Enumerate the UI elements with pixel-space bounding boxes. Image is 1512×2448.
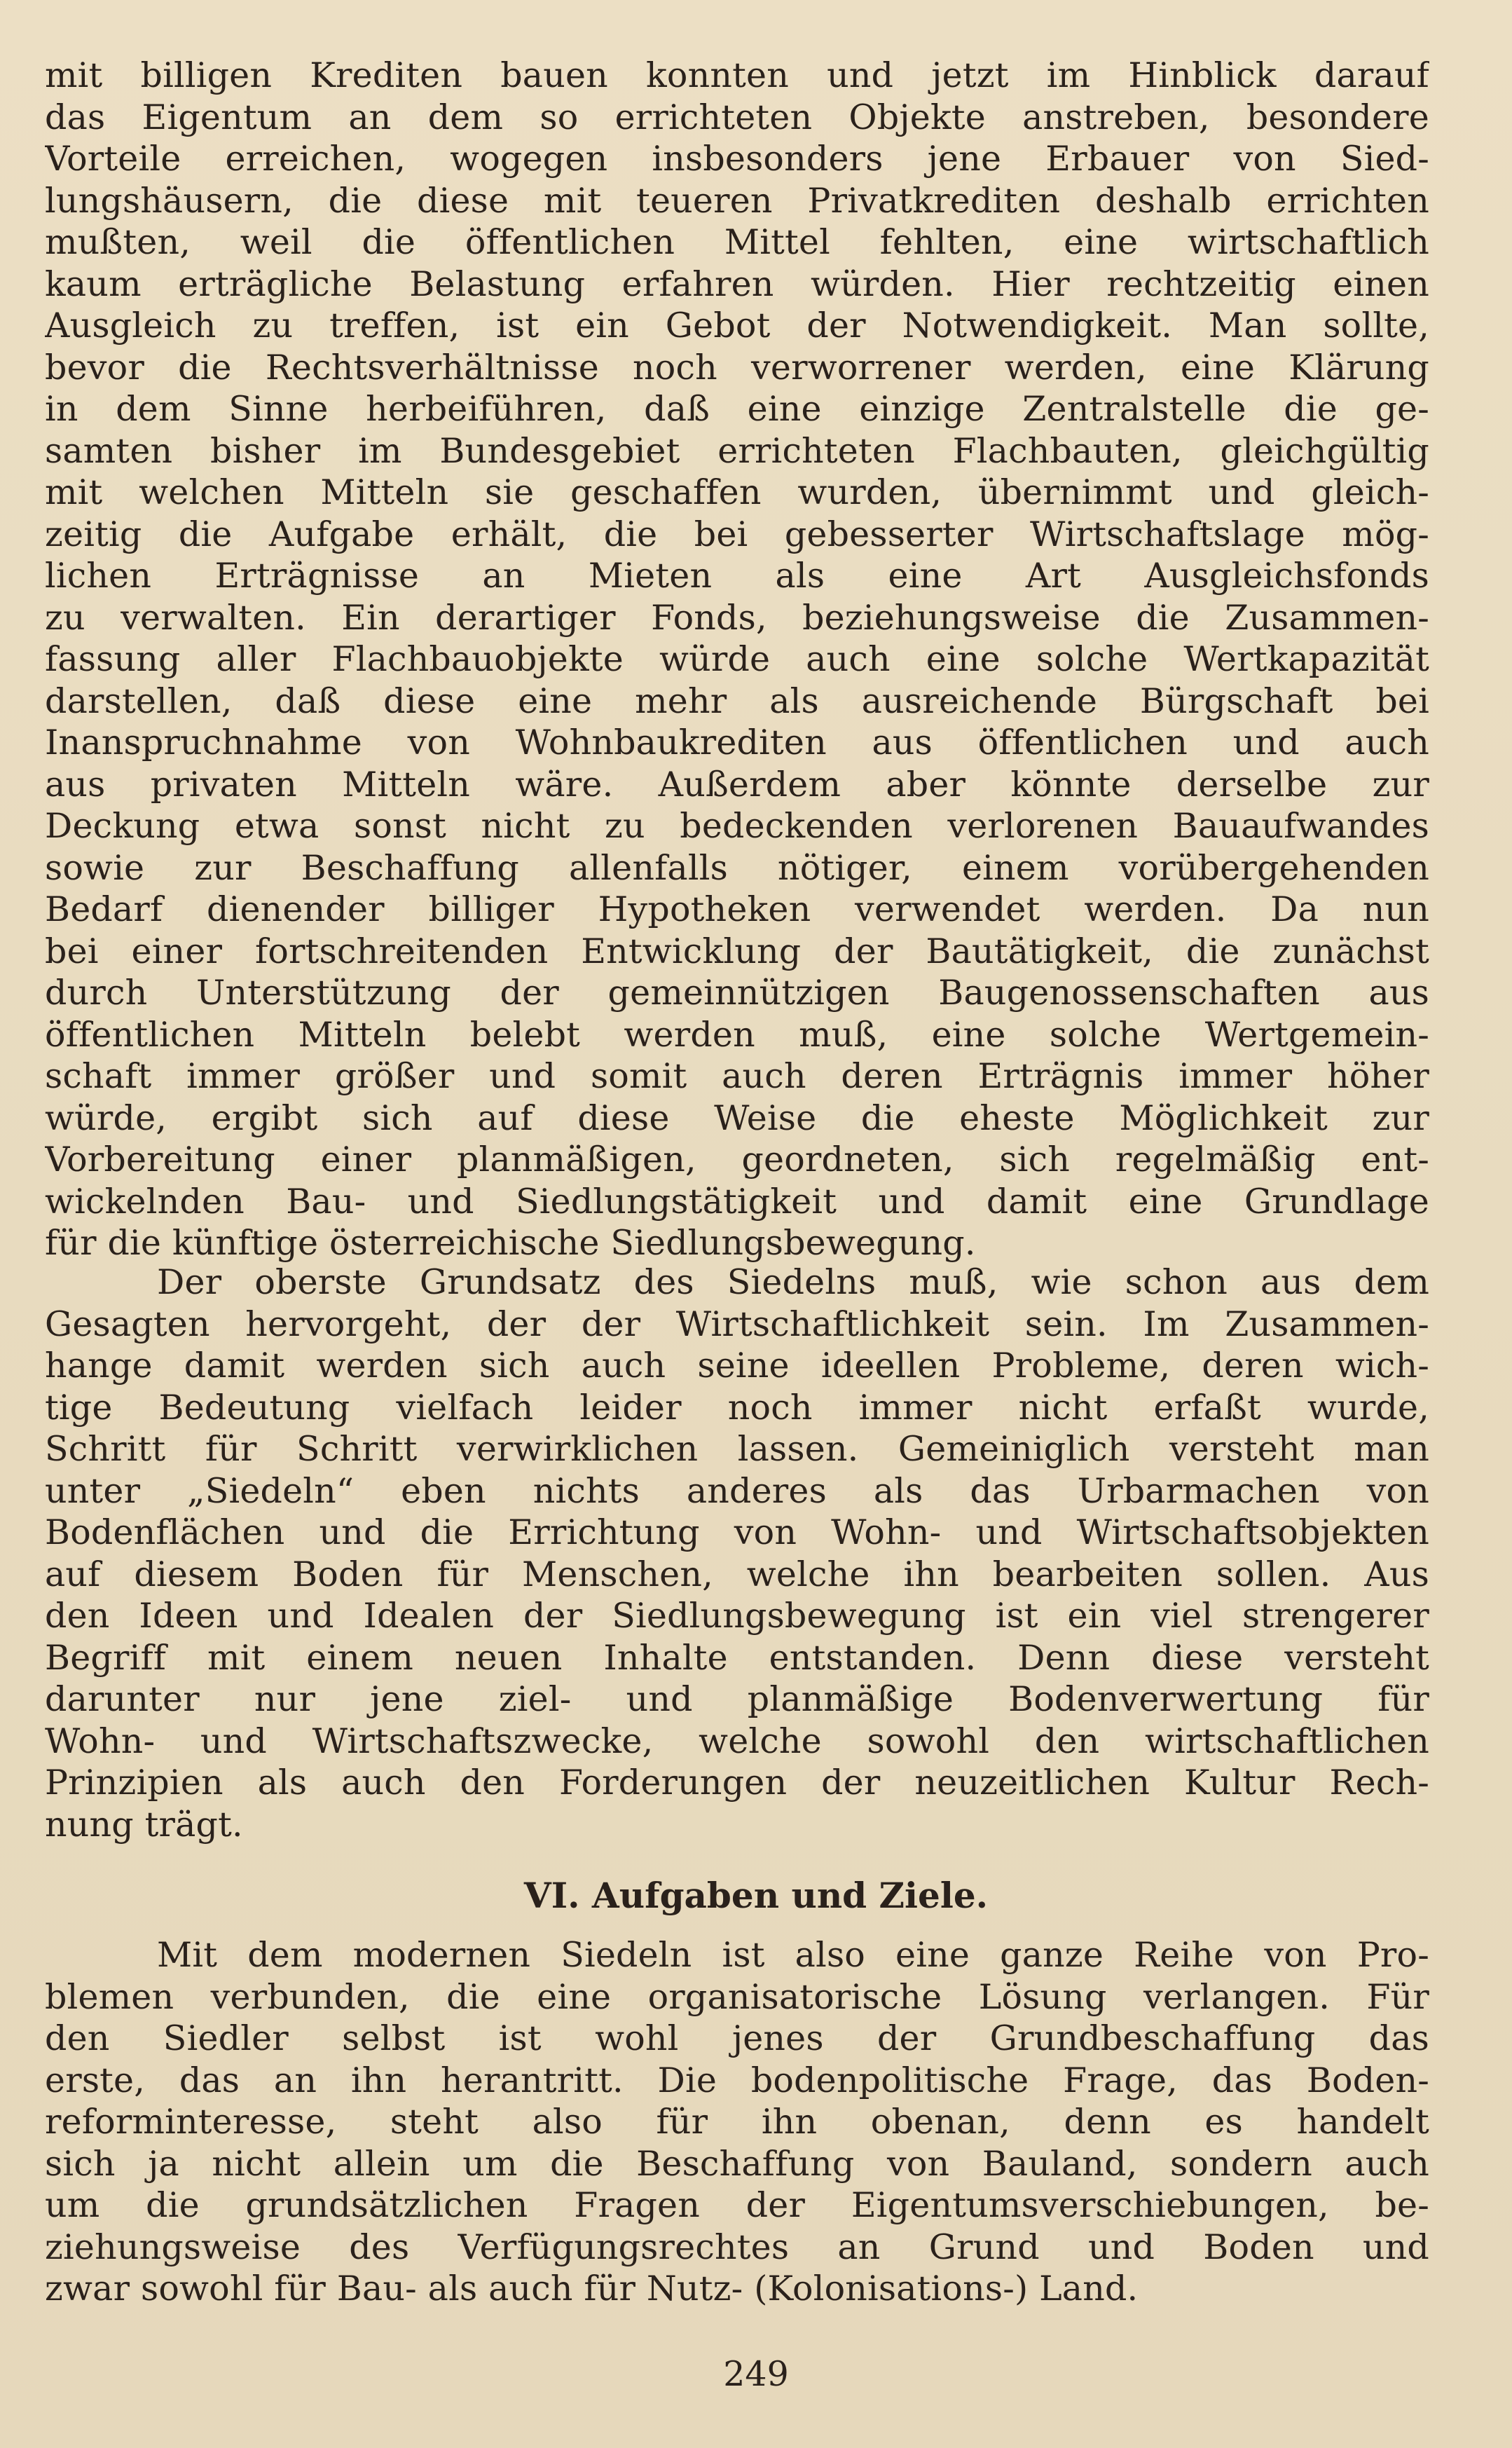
text-line: Inanspruchnahme von Wohnbaukrediten aus öffentlichen und auch — [45, 723, 1429, 763]
text-line: würde, ergibt sich auf diese Weise die eheste Möglichkeit zur — [45, 1098, 1429, 1138]
text-line: mußten, weil die öffentlichen Mittel fehlten, eine wirtschaftlich — [45, 222, 1429, 262]
text-line: öffentlichen Mitteln belebt werden muß, eine solche Wertgemein- — [45, 1014, 1429, 1055]
text-line: mit welchen Mitteln sie geschaffen wurden, übernimmt und gleich- — [45, 472, 1429, 512]
text-line: das Eigentum an dem so errichteten Objekte anstreben, besondere — [45, 97, 1429, 137]
page-number: 249 — [723, 2354, 789, 2394]
text-line: darstellen, daß diese eine mehr als ausreichende Bürgschaft bei — [45, 681, 1429, 721]
text-line: durch Unterstützung der gemeinnützigen Baugenossenschaften aus — [45, 973, 1429, 1013]
text-line: zwar sowohl für Bau- als auch für Nutz- (Kolonisations-) Land. — [45, 2269, 1139, 2309]
text-line: fassung aller Flachbauobjekte würde auch eine solche Wertkapazität — [45, 639, 1429, 679]
text-line: nung trägt. — [45, 1804, 243, 1845]
text-line: bevor die Rechtsverhältnisse noch verworrener werden, eine Klärung — [45, 347, 1429, 388]
text-line: Ausgleich zu treffen, ist ein Gebot der Notwendigkeit. Man sollte, — [45, 306, 1429, 346]
text-line: Vorbereitung einer planmäßigen, geordneten, sich regelmäßig ent- — [45, 1140, 1429, 1179]
paragraph-1 — [45, 55, 1429, 1264]
text-line: Wohn- und Wirtschaftszwecke, welche sowohl den wirtschaftlichen — [45, 1721, 1429, 1761]
text-line: Der oberste Grundsatz des Siedelns muß, wie schon aus dem — [157, 1262, 1429, 1302]
text-line: lungshäusern, die diese mit teueren Privatkrediten deshalb errichten — [45, 180, 1429, 221]
paragraph-3 — [45, 1934, 1429, 2310]
text-line: Bodenflächen und die Errichtung von Wohn- und Wirtschaftsobjekten — [45, 1512, 1429, 1552]
text-line: Bedarf dienender billiger Hypotheken verwendet werden. Da nun — [45, 889, 1429, 929]
text-line: unter „Siedeln“ eben nichts anderes als das Urbarmachen von — [45, 1470, 1429, 1511]
text-line: um die grundsätzlichen Fragen der Eigentumsverschiebungen, be- — [45, 2185, 1429, 2225]
text-line: Prinzipien als auch den Forderungen der neuzeitlichen Kultur Rech- — [45, 1763, 1429, 1803]
text-line: zeitig die Aufgabe erhält, die bei gebesserter Wirtschaftslage mög- — [45, 514, 1429, 554]
text-line: blemen verbunden, die eine organisatorische Lösung verlangen. Für — [45, 1976, 1429, 2017]
text-line: aus privaten Mitteln wäre. Außerdem aber könnte derselbe zur — [45, 764, 1429, 805]
text-line: mit billigen Krediten bauen konnten und jetzt im Hinblick darauf — [45, 55, 1429, 95]
text-line: sowie zur Beschaffung allenfalls nötiger, einem vorübergehenden — [45, 847, 1429, 888]
text-line: hange damit werden sich auch seine ideellen Probleme, deren wich- — [45, 1346, 1429, 1386]
text-line: Vorteile erreichen, wogegen insbesonders jene Erbauer von Sied- — [45, 139, 1429, 179]
text-line: Deckung etwa sonst nicht zu bedeckenden verlorenen Bauaufwandes — [45, 806, 1429, 846]
text-line: wickelnden Bau- und Siedlungstätigkeit und damit eine Grundlage — [45, 1181, 1429, 1222]
text-line: sich ja nicht allein um die Beschaffung von Bauland, sondern auch — [45, 2143, 1429, 2184]
text-line: Schritt für Schritt verwirklichen lassen. Gemeiniglich versteht man — [45, 1429, 1429, 1469]
text-line: zu verwalten. Ein derartiger Fonds, beziehungsweise die Zusammen- — [45, 597, 1429, 638]
text-line: lichen Erträgnisse an Mieten als eine Art Ausgleichsfonds — [45, 556, 1429, 596]
text-line: erste, das an ihn herantritt. Die bodenpolitische Frage, das Boden- — [45, 2060, 1429, 2100]
text-line: Mit dem modernen Siedeln ist also eine ganze Reihe von Pro- — [157, 1935, 1429, 1975]
section-heading: VI. Aufgaben und Ziele. — [523, 1875, 989, 1916]
paragraph-2 — [45, 1261, 1429, 1845]
text-line: samten bisher im Bundesgebiet errichteten Flachbauten, gleichgültig — [45, 430, 1429, 471]
text-line: ziehungsweise des Verfügungsrechtes an Grund und Boden und — [45, 2227, 1429, 2267]
text-line: den Ideen und Idealen der Siedlungsbewegung ist ein viel strengerer — [45, 1596, 1429, 1636]
text-line: darunter nur jene ziel- und planmäßige Bodenverwertung für — [45, 1679, 1429, 1719]
text-line: Begriff mit einem neuen Inhalte entstanden. Denn diese versteht — [45, 1637, 1429, 1678]
text-line: Gesagten hervorgeht, der der Wirtschaftlichkeit sein. Im Zusammen- — [45, 1304, 1429, 1344]
text-line: bei einer fortschreitenden Entwicklung der Bautätigkeit, die zunächst — [45, 931, 1429, 971]
text-line: für die künftige österreichische Siedlungsbewegung. — [45, 1223, 976, 1263]
text-line: schaft immer größer und somit auch deren Erträgnis immer höher — [45, 1056, 1429, 1096]
text-line: tige Bedeutung vielfach leider noch immer nicht erfaßt wurde, — [45, 1387, 1429, 1428]
text-line: in dem Sinne herbeiführen, daß eine einzige Zentralstelle die ge- — [45, 389, 1429, 429]
text-line: auf diesem Boden für Menschen, welche ihn bearbeiten sollen. Aus — [45, 1554, 1429, 1594]
text-line: kaum erträgliche Belastung erfahren würden. Hier rechtzeitig einen — [45, 264, 1429, 304]
text-line: reforminteresse, steht also für ihn obenan, denn es handelt — [45, 2102, 1429, 2142]
text-line: den Siedler selbst ist wohl jenes der Grundbeschaffung das — [45, 2018, 1429, 2058]
